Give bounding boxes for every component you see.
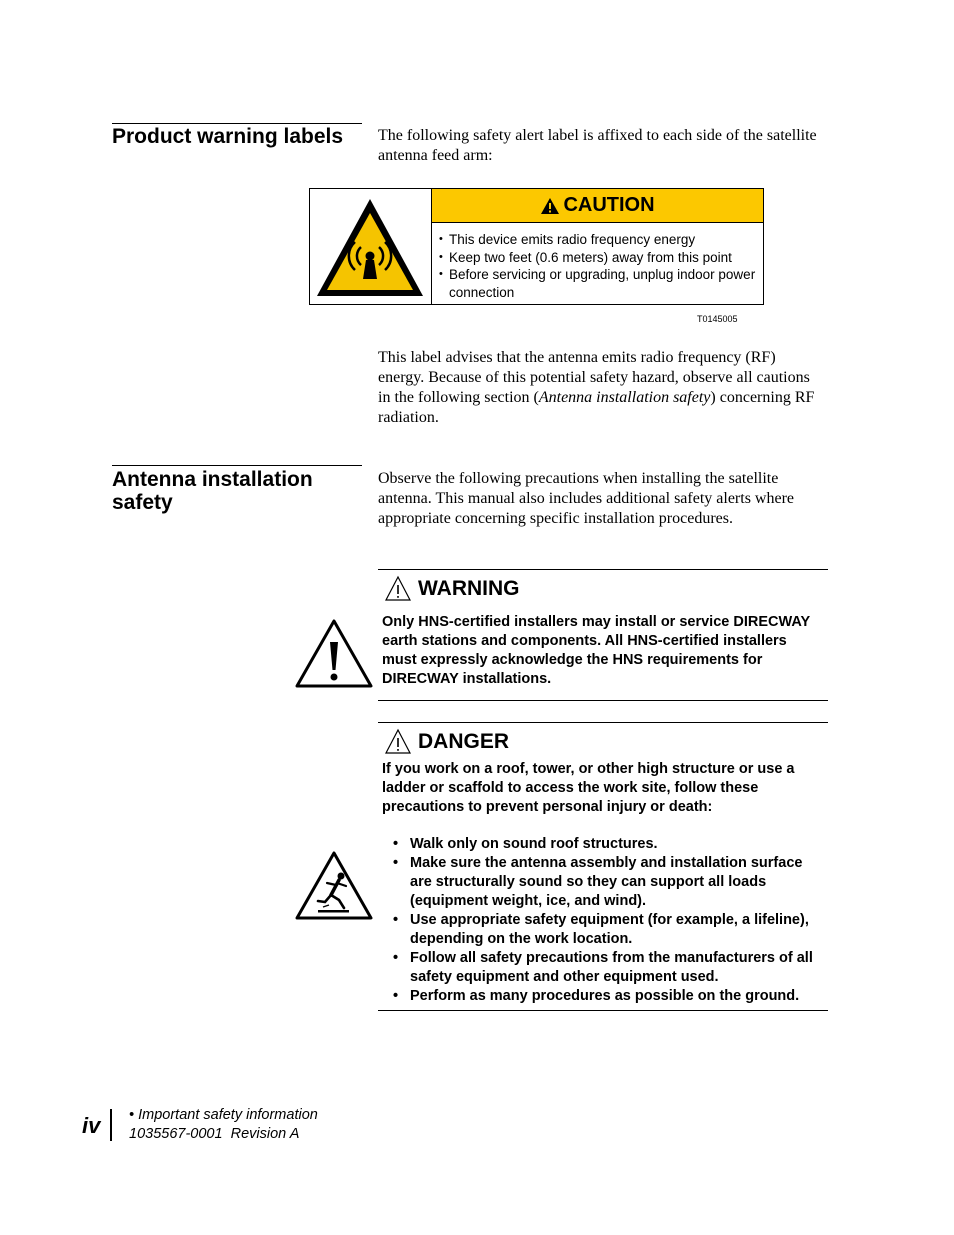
- explanation-before: This label advises that the antenna emits radio frequency (RF) energy. Because of this potential safety hazard, observe all cautions in the following section (: [378, 349, 810, 406]
- antenna-safety-intro: Observe the following precautions when installing the satellite antenna. This manual also includes additional safety alerts where appropriate concerning specific installation procedures.: [378, 470, 795, 527]
- danger-top-rule: [378, 722, 828, 723]
- danger-text: If you work on a roof, tower, or other high structure or use a ladder or scaffold to access the work site, follow these precautions to prevent personal injury or death:: [382, 761, 795, 815]
- section-rule-antenna: [112, 465, 362, 466]
- footer-section: • Important safety information: [129, 1107, 318, 1123]
- product-warning-explanation: [378, 348, 818, 428]
- danger-precautions-list: [382, 835, 827, 1006]
- caution-item: • Before servicing or upgrading, unplug indoor power connection: [439, 266, 759, 301]
- footer-doc-number: 1035567-0001 Revision A: [129, 1126, 300, 1142]
- exclamation-icon: [294, 618, 374, 695]
- danger-header: [384, 728, 509, 756]
- warning-header: [384, 575, 520, 603]
- page-number: iv: [82, 1113, 101, 1138]
- explanation-link: Antenna installation safety: [538, 389, 711, 406]
- caution-item: • This device emits radio frequency energy: [439, 231, 759, 249]
- warning-text: Only HNS-certified installers may install or service DIRECWAY earth stations and components. All HNS-certified installers must expressly acknowledge the HNS requirements for DIRECWAY installations.: [382, 614, 810, 687]
- product-warning-intro: The following safety alert label is affixed to each side of the satellite antenna feed arm:: [378, 127, 817, 164]
- danger-triangle-icon: [384, 728, 412, 756]
- warning-triangle-icon: [384, 575, 412, 603]
- caution-label: [309, 188, 764, 305]
- figure-id: T0145005: [697, 314, 738, 324]
- list-item: • Make sure the antenna assembly and installation surface are structurally sound so they can support all loads (equipment weight, ice, and wind).: [382, 854, 827, 911]
- heading-product-warning-labels: Product warning labels: [112, 125, 344, 148]
- footer-divider: [110, 1109, 112, 1141]
- explanation-after: ) concerning RF radiation.: [378, 389, 815, 426]
- caution-list: [439, 231, 759, 301]
- caution-header: [432, 189, 763, 223]
- alert-triangle-icon: [540, 197, 560, 215]
- slip-fall-hazard-icon: [294, 850, 374, 927]
- warning-top-rule: [378, 569, 828, 570]
- warning-bottom-rule: [378, 700, 828, 701]
- caution-item: • Keep two feet (0.6 meters) away from this point: [439, 249, 759, 267]
- danger-title: DANGER: [418, 730, 510, 753]
- list-item: • Follow all safety precautions from the manufacturers of all safety equipment and other equipment used.: [382, 949, 827, 987]
- caution-title: CAUTION: [563, 194, 655, 216]
- warning-title: WARNING: [418, 577, 520, 600]
- list-item: • Walk only on sound roof structures.: [382, 835, 827, 854]
- list-item: • Use appropriate safety equipment (for example, a lifeline), depending on the work location.: [382, 911, 827, 949]
- rf-hazard-icon: [310, 189, 432, 304]
- section-rule-product: [112, 123, 362, 124]
- danger-bottom-rule: [378, 1010, 828, 1011]
- list-item: • Perform as many procedures as possible on the ground.: [382, 987, 827, 1006]
- heading-antenna-installation-safety: Antenna installation safety: [112, 468, 313, 514]
